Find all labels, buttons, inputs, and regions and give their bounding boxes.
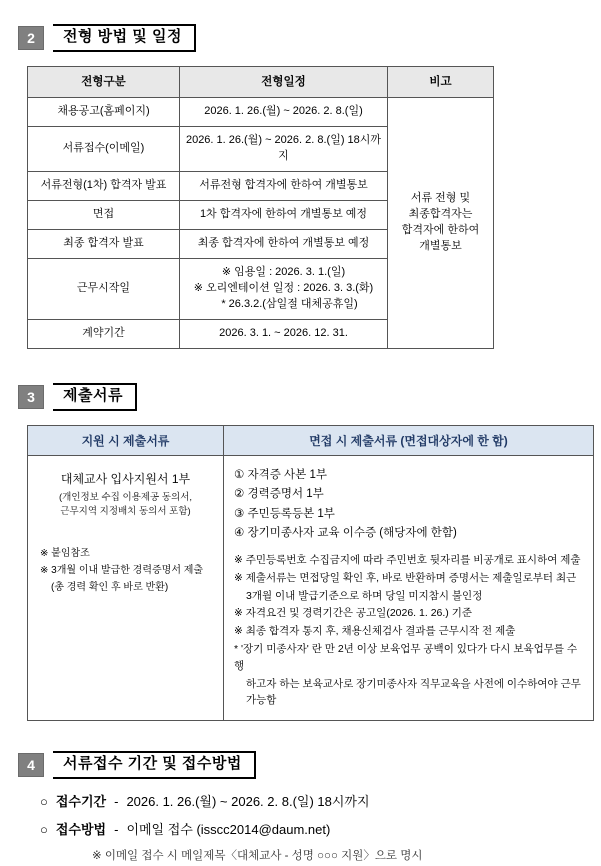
row-value: 서류전형 합격자에 한하여 개별통보	[180, 172, 388, 201]
note-line: 개별통보	[419, 240, 462, 253]
list-item: ③ 주민등록등본 1부	[234, 507, 335, 520]
section-4-title-wrap	[53, 751, 256, 779]
list-item: ④ 장기미종사자 교육 이수증 (해당자에 한함)	[234, 527, 457, 540]
section-2-title: 전형 방법 및 일정	[53, 24, 196, 52]
row-value: 2026. 3. 1. ~ 2026. 12. 31.	[180, 319, 388, 348]
list-item	[40, 819, 583, 838]
table-header-row	[28, 66, 494, 98]
column-header-note: 비고	[388, 66, 494, 98]
submission-note: ※ 이메일 접수 시 메일제목〈대체교사 - 성명 ○○○ 지원〉으로 명시	[92, 849, 423, 862]
item-value[interactable]: 이메일 접수 (isscc2014@daum.net)	[126, 821, 331, 837]
row-label: 계약기간	[28, 319, 180, 348]
apply-docs-notes	[36, 545, 215, 596]
documents-table	[27, 425, 594, 722]
section-2-number: 2	[18, 26, 44, 50]
note-line: ※ 최종 합격자 통지 후, 채용신체검사 결과를 근무시작 전 제출	[234, 625, 516, 638]
apply-docs-note: ※ 3개월 이내 발급한 경력증명서 제출	[40, 565, 204, 577]
note-line: 3개월 이내 발급기준으로 하며 당일 미지참시 불인정	[246, 589, 483, 602]
note-line: 합격자에 한하여	[401, 224, 480, 237]
apply-docs-cell	[28, 455, 224, 721]
note-line: 최종합격자는	[408, 208, 473, 221]
list-item	[40, 791, 583, 810]
row-value: 1차 합격자에 한하여 개별통보 예정	[180, 201, 388, 230]
top-spacer	[18, 0, 583, 24]
interview-docs-notes	[234, 552, 585, 709]
column-header-interview-docs: 면접 시 제출서류 (면접대상자에 한 함)	[224, 425, 594, 455]
bullet-icon: ○	[40, 793, 48, 809]
work-start-line: * 26.3.2.(삼일절 대체공휴일)	[221, 297, 358, 310]
apply-docs-main: 대체교사 입사지원서 1부	[60, 471, 191, 486]
item-label: 접수방법	[55, 821, 107, 837]
column-header-apply-docs: 지원 시 제출서류	[28, 425, 224, 455]
note-line: * '장기 미종사자' 란 만 2년 이상 보육업무 공백이 있다가 다시 보육업무를 수행	[234, 643, 578, 672]
documents-body-row	[28, 455, 594, 721]
item-separator: -	[114, 793, 119, 809]
column-header-schedule: 전형일정	[180, 66, 388, 98]
documents-header-row	[28, 425, 594, 455]
column-header-type: 전형구분	[28, 66, 180, 98]
note-line: 서류 전형 및	[410, 192, 471, 205]
section-gap	[18, 721, 583, 751]
note-line: ※ 주민등록번호 수집금지에 따라 주민번호 뒷자리를 비공개로 표시하여 제출	[234, 554, 581, 567]
section-gap	[18, 349, 583, 383]
list-item: ② 경력증명서 1부	[234, 488, 324, 501]
item-label: 접수기간	[55, 793, 107, 809]
section-3-header	[18, 383, 583, 411]
bullet-icon: ○	[40, 821, 48, 837]
submission-info-list	[40, 791, 583, 863]
item-value: 2026. 1. 26.(월) ~ 2026. 2. 8.(일) 18시까지	[126, 793, 370, 809]
item-separator: -	[114, 821, 119, 837]
note-line: ※ 자격요건 및 경력기간은 공고일(2026. 1. 26.) 기준	[234, 607, 472, 620]
section-3-number: 3	[18, 385, 44, 409]
section-3-title: 제출서류	[53, 383, 137, 411]
section-4-title: 서류접수 기간 및 접수방법	[53, 751, 256, 779]
row-label: 근무시작일	[28, 259, 180, 320]
table-row	[28, 98, 494, 127]
note-line: 하고자 하는 보육교사로 장기미종사자 직무교육을 사전에 이수하여야 근무가능함	[246, 677, 581, 707]
apply-docs-note: (총 경력 확인 후 바로 반환)	[51, 582, 169, 594]
interview-docs-numbered-list	[234, 466, 585, 544]
row-value: 최종 합격자에 한하여 개별통보 예정	[180, 230, 388, 259]
row-label: 서류접수(이메일)	[28, 127, 180, 172]
row-label: 면접	[28, 201, 180, 230]
row-label: 최종 합격자 발표	[28, 230, 180, 259]
row-value: 2026. 1. 26.(월) ~ 2026. 2. 8.(일)	[180, 98, 388, 127]
interview-docs-cell	[224, 455, 594, 721]
list-item: ① 자격증 사본 1부	[234, 468, 327, 481]
row-value: 2026. 1. 26.(월) ~ 2026. 2. 8.(일) 18시까지	[180, 127, 388, 172]
schedule-table	[27, 66, 494, 349]
row-label: 채용공고(홈페이지)	[28, 98, 180, 127]
apply-docs-sub-line: 근무지역 지정배치 동의서 포함)	[60, 505, 191, 517]
apply-docs-note: ※ 붙임참조	[40, 548, 90, 560]
note-cell	[388, 98, 494, 348]
section-2-header	[18, 24, 583, 52]
note-line: ※ 제출서류는 면접당일 확인 후, 바로 반환하며 증명서는 제출일로부터 최근	[234, 571, 577, 584]
section-2-title-wrap	[53, 24, 196, 52]
section-4-header	[18, 751, 583, 779]
row-value	[180, 259, 388, 320]
section-4-number: 4	[18, 753, 44, 777]
work-start-line: ※ 오리엔테이션 일정 : 2026. 3. 3.(화)	[193, 281, 374, 294]
work-start-line: ※ 임용일 : 2026. 3. 1.(일)	[221, 266, 346, 279]
apply-docs-sub-line: (개인정보 수집 이용제공 동의서,	[58, 491, 193, 503]
row-label: 서류전형(1차) 합격자 발표	[28, 172, 180, 201]
section-3-title-wrap	[53, 383, 137, 411]
